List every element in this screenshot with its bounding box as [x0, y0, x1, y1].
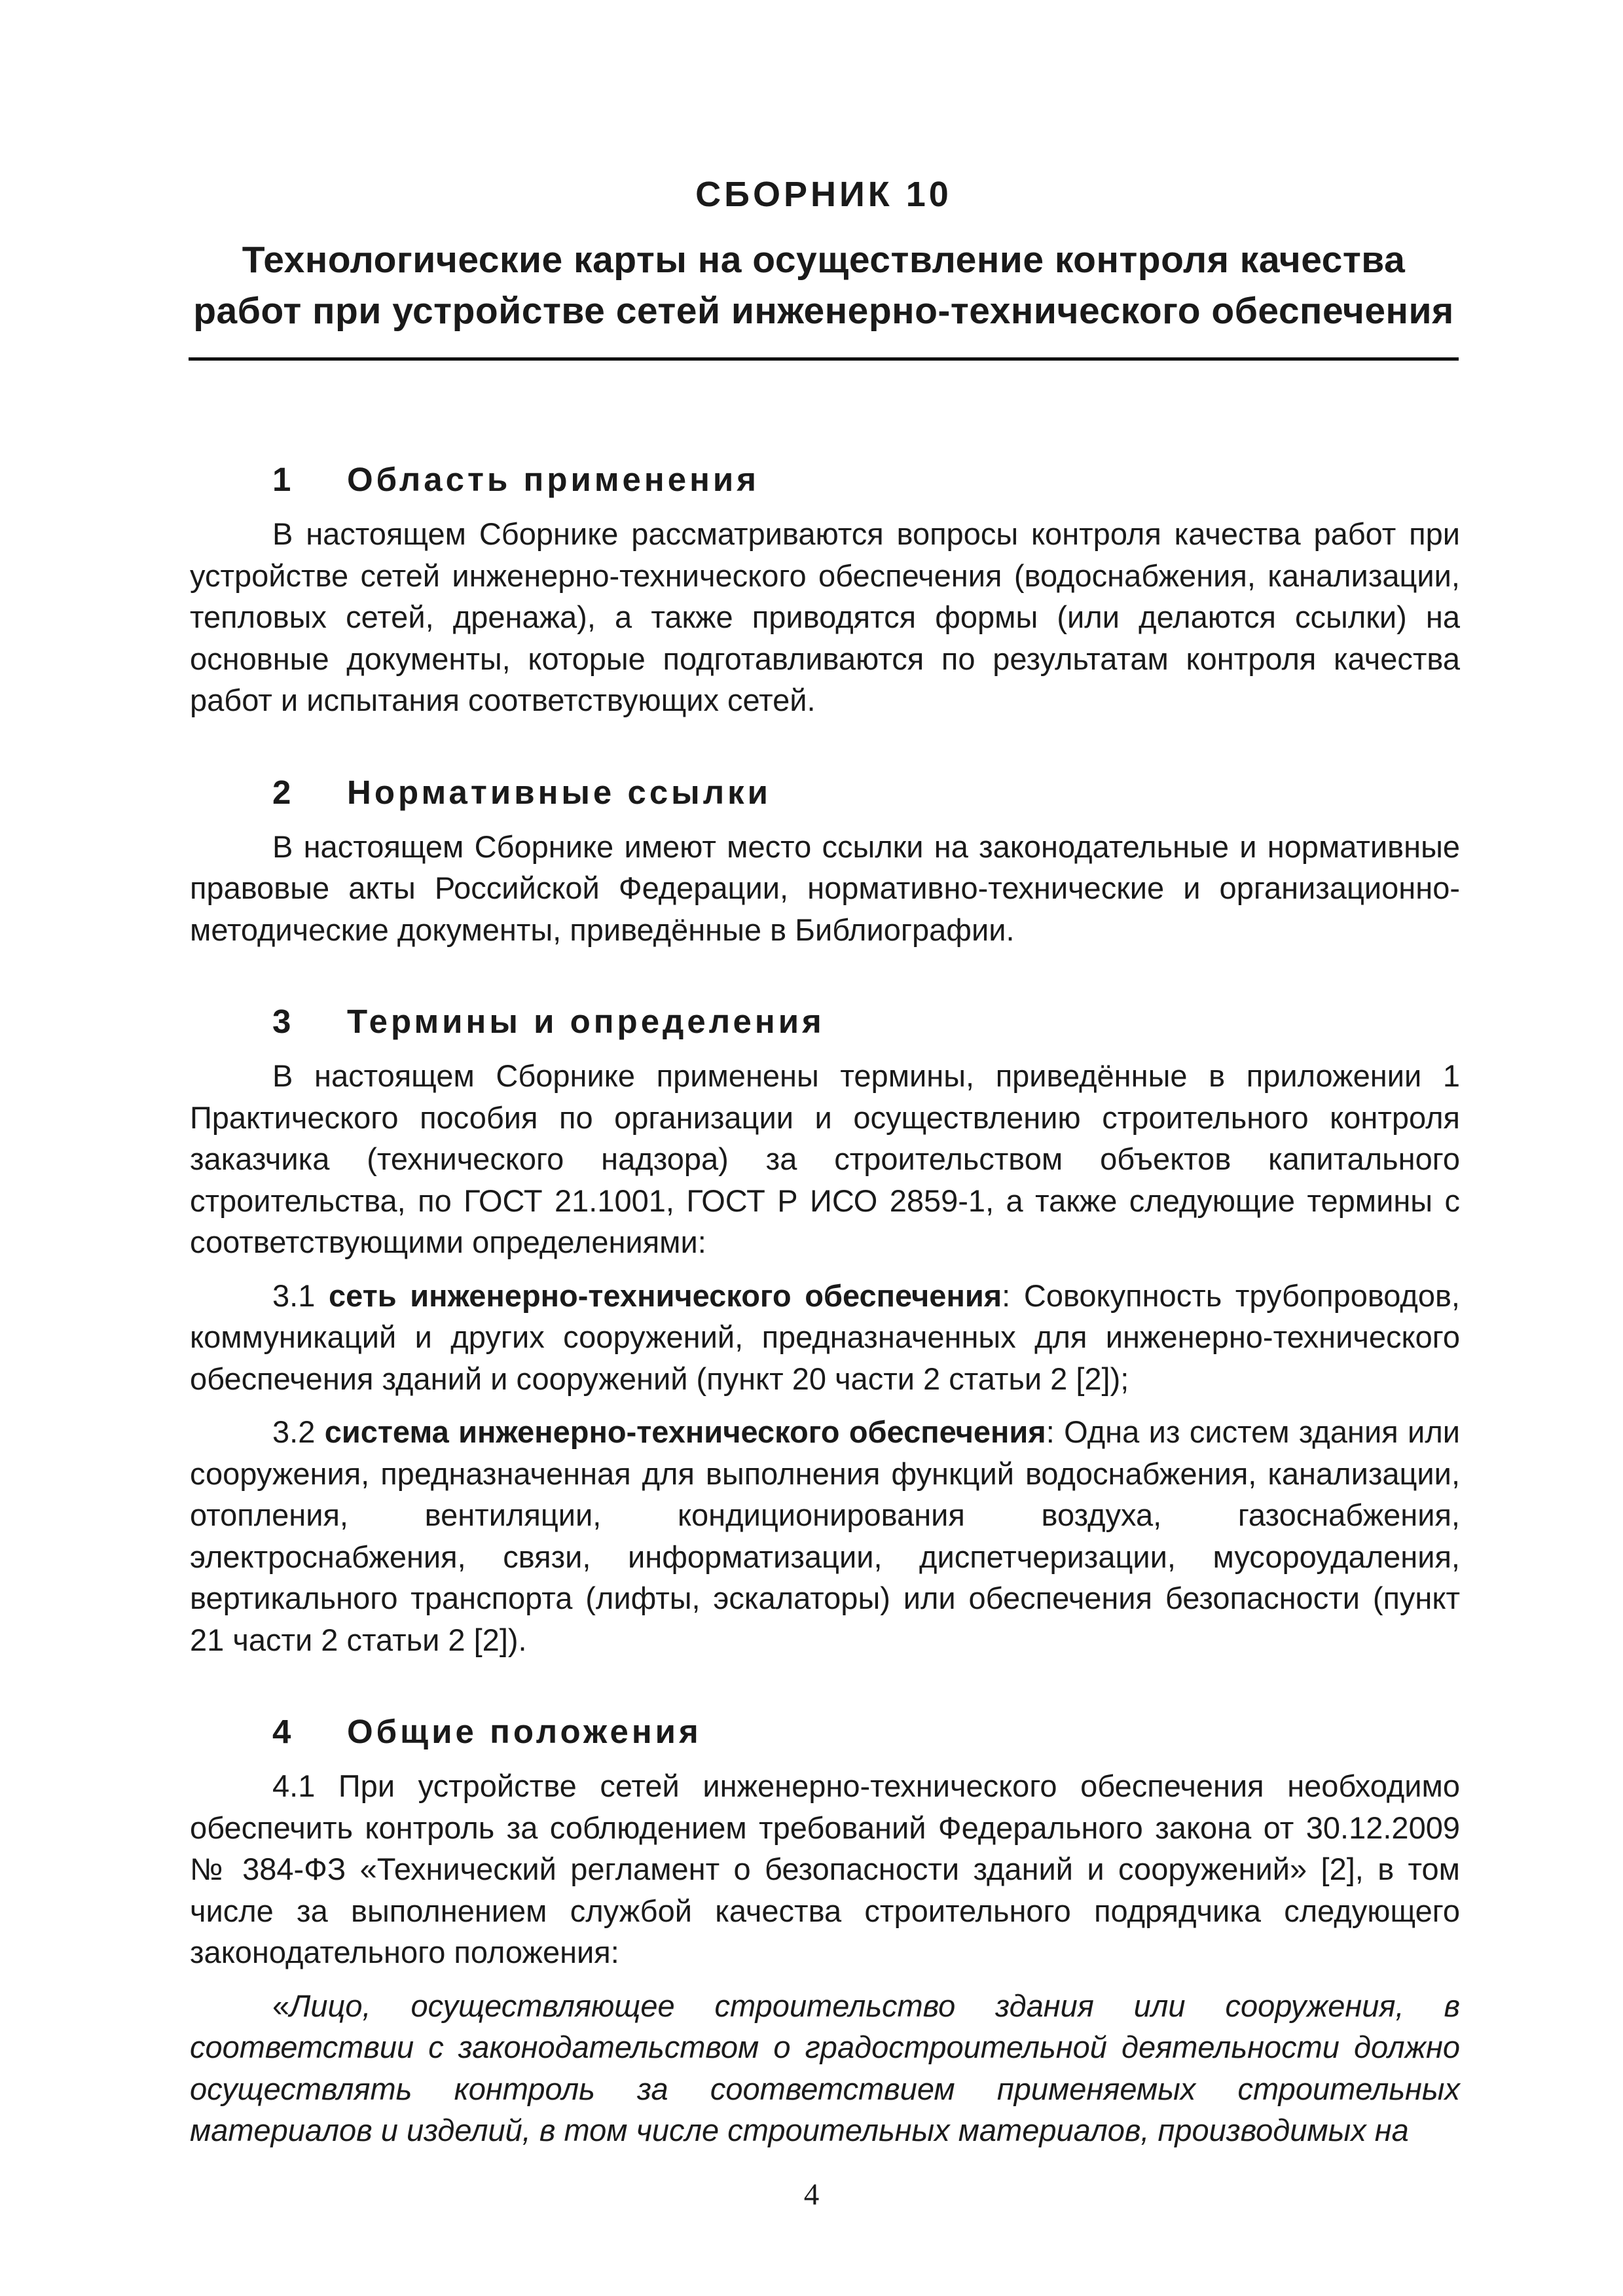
section-title: Область применения	[347, 461, 760, 498]
document-body	[190, 457, 1460, 2151]
term-number: 3.2	[272, 1414, 325, 1449]
quote-text: Лицо, осуществляющее строительство здания или сооружения, в соответствии с законодательством о градостроительной деятельности должно осуществлять контроль за соответствием применяемых строительных материалов и изделий, в том числе строительных материалов, производимых на	[190, 1988, 1460, 2147]
term-text: : Совокупность трубопроводов, коммуникаций и других сооружений, предназначенных для инженерно-технического обеспечения зданий и сооружений (пункт 20 части 2 статьи 2 [2]);	[190, 1278, 1460, 1396]
section-heading-1	[190, 457, 1460, 503]
paragraph: В настоящем Сборнике применены термины, приведённые в приложении 1 Практического пособия по организации и осуществлению строительного контроля заказчика (технического надзора) за строительством объектов капитального строительства, по ГОСТ 21.1001, ГОСТ Р ИСО 2859-1, а также следующие термины с соответствующими определениями:	[190, 1058, 1460, 1259]
section-title: Нормативные ссылки	[347, 773, 772, 811]
section-heading-2	[190, 770, 1460, 816]
section-number: 4	[272, 1713, 295, 1750]
section-title: Термины и определения	[347, 1003, 825, 1040]
paragraph: 4.1 При устройстве сетей инженерно-технического обеспечения необходимо обеспечить контроль за соблюдением требований Федерального закона от 30.12.2009 № 384-ФЗ «Технический регламент о безопасности зданий и сооружений» [2], в том числе за выполнением службой качества строительного подрядчика следующего законодательного положения:	[190, 1768, 1460, 1969]
term-definition	[190, 1275, 1460, 1400]
section-title: Общие положения	[347, 1713, 702, 1750]
collection-title: СБОРНИК 10	[695, 175, 952, 214]
document-header	[189, 171, 1459, 336]
subtitle-line-2: работ при устройстве сетей инженерно-технического обеспечения	[193, 290, 1454, 332]
section-heading-4	[190, 1709, 1460, 1755]
section-number: 1	[272, 461, 295, 498]
header-divider	[189, 357, 1459, 361]
paragraph: В настоящем Сборнике имеют место ссылки на законодательные и нормативные правовые акты Российской Федерации, нормативно-технические и организационно-методические документы, приведённые в Библиографии.	[190, 829, 1460, 947]
section-heading-3	[190, 999, 1460, 1045]
paragraph: В настоящем Сборнике рассматриваются вопросы контроля качества работ при устройстве сетей инженерно-технического обеспечения (водоснабжения, канализации, тепловых сетей, дренажа), а также приводятся формы (или делаются ссылки) на основные документы, которые подготавливаются по результатам контроля качества работ и испытания соответствующих сетей.	[190, 516, 1460, 717]
term-name: сеть инженерно-технического обеспечения	[329, 1278, 1002, 1313]
subtitle-line-1: Технологические карты на осуществление контроля качества	[242, 239, 1406, 281]
collection-subtitle	[189, 234, 1459, 336]
term-name: система инженерно-технического обеспечения	[324, 1414, 1046, 1449]
quote-mark: «	[272, 1988, 290, 2023]
term-text: : Одна из систем здания или сооружения, предназначенная для выполнения функций водоснабжения, канализации, отопления, вентиляции, кондиционирования воздуха, газоснабжения, электроснабжения, связи, информатизации, диспетчеризации, мусороудаления, вертикального транспорта (лифты, эскалаторы) или обеспечения безопасности (пункт 21 части 2 статьи 2 [2]).	[190, 1414, 1460, 1657]
section-number: 3	[272, 1003, 295, 1040]
quote-paragraph	[190, 1985, 1460, 2151]
page-number: 4	[803, 2178, 820, 2212]
term-number: 3.1	[272, 1278, 329, 1313]
section-number: 2	[272, 773, 295, 811]
term-definition	[190, 1411, 1460, 1660]
